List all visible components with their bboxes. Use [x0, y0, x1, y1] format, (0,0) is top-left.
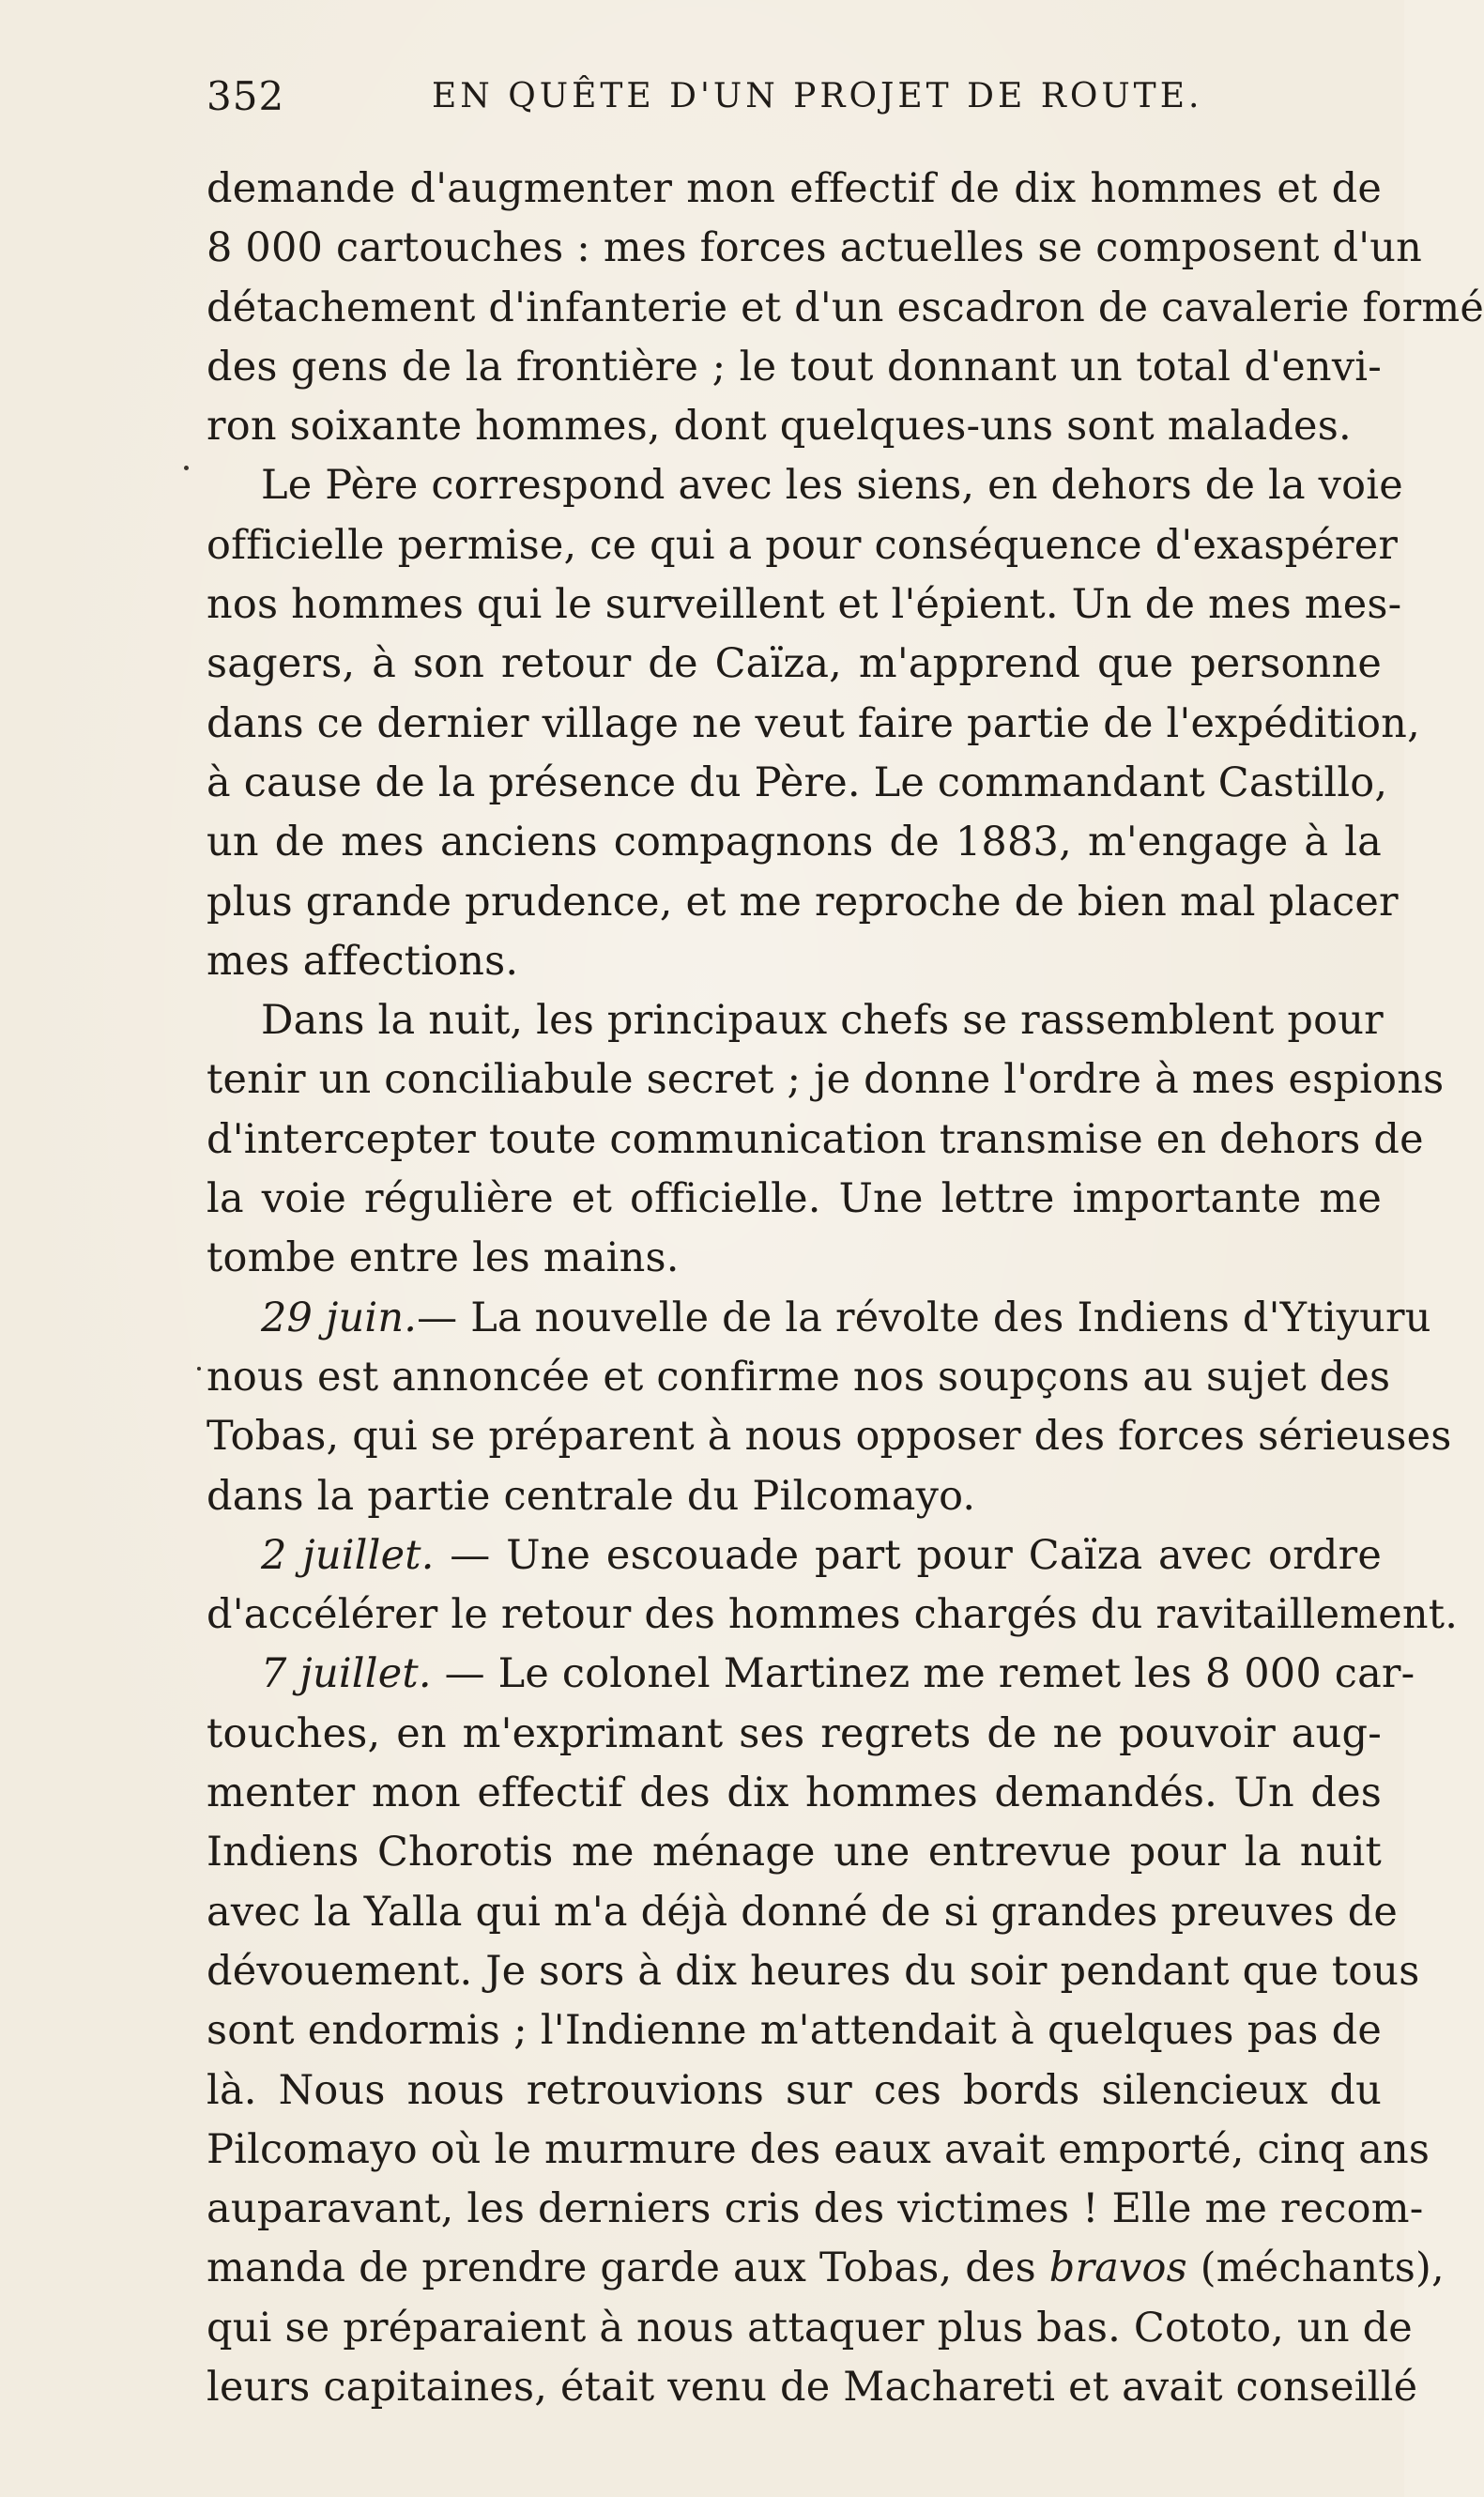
text-line: auparavant, les derniers cris des victimes ! Elle me recom-: [207, 2185, 1424, 2233]
text-line: Tobas, qui se préparent à nous opposer des forces sérieuses: [207, 1413, 1452, 1461]
text-line: sont endormis ; l'Indienne m'attendait à quelques pas de: [207, 2007, 1382, 2055]
margin-dot: [184, 466, 189, 470]
text-line: dans ce dernier village ne veut faire partie de l'expédition,: [207, 699, 1420, 747]
text-line: nous est annoncée et confirme nos soupçons au sujet des: [207, 1353, 1391, 1401]
text-line: d'intercepter toute communication transmise en dehors de: [207, 1115, 1424, 1163]
text-line: à cause de la présence du Père. Le commandant Castillo,: [207, 758, 1388, 806]
page-number: 352: [207, 73, 285, 119]
text-line: ron soixante hommes, dont quelques-uns sont malades.: [207, 403, 1352, 451]
text-line: plus grande prudence, et me reproche de bien mal placer: [207, 878, 1399, 926]
text-line: nos hommes qui le surveillent et l'épient. Un de mes mes-: [207, 581, 1402, 629]
text-line: Pilcomayo où le murmure des eaux avait emporté, cinq ans: [207, 2125, 1430, 2173]
page-header: [207, 73, 1220, 139]
text-line: dans la partie centrale du Pilcomayo.: [207, 1472, 976, 1520]
body-text: [207, 160, 1484, 2459]
text-line: menter mon effectif des dix hommes demandés. Un des: [207, 1769, 1382, 1817]
running-title: EN QUÊTE D'UN PROJET DE ROUTE.: [432, 77, 1203, 115]
text-line: un de mes anciens compagnons de 1883, m'engage à la: [207, 819, 1382, 866]
text-line: sagers, à son retour de Caïza, m'apprend que personne: [207, 640, 1382, 688]
text-line: des gens de la frontière ; le tout donnant un total d'envi-: [207, 343, 1382, 391]
diary-entry-line: 2 juillet. — Une escouade part pour Caïza avec ordre: [261, 1531, 1382, 1579]
text-line: tombe entre les mains.: [207, 1234, 680, 1282]
diary-entry-line: 7 juillet. — Le colonel Martinez me remet les 8 000 car-: [261, 1650, 1415, 1698]
text-line: officielle permise, ce qui a pour conséquence d'exaspérer: [207, 521, 1399, 569]
text-line: 8 000 cartouches : mes forces actuelles se composent d'un: [207, 224, 1423, 272]
text-line: leurs capitaines, était venu de Machareti et avait conseillé: [207, 2363, 1418, 2411]
text-line: demande d'augmenter mon effectif de dix hommes et de: [207, 165, 1382, 212]
text-line: manda de prendre garde aux Tobas, des bravos (méchants),: [207, 2244, 1445, 2292]
text-line: la voie régulière et officielle. Une lettre importante me: [207, 1175, 1382, 1223]
text-line: dévouement. Je sors à dix heures du soir pendant que tous: [207, 1947, 1420, 1995]
text-line: qui se préparaient à nous attaquer plus bas. Cototo, un de: [207, 2304, 1413, 2351]
text-line: détachement d'infanterie et d'un escadron de cavalerie formé: [207, 283, 1484, 331]
text-line: tenir un conciliabule secret ; je donne l'ordre à mes espions: [207, 1056, 1445, 1104]
italic-word: bravos: [1048, 2244, 1187, 2292]
entry-date: 2 juillet.: [261, 1531, 435, 1579]
text-line: là. Nous nous retrouvions sur ces bords silencieux du: [207, 2066, 1382, 2114]
paragraph-start-line: Le Père correspond avec les siens, en dehors de la voie: [261, 462, 1403, 510]
paragraph-start-line: Dans la nuit, les principaux chefs se rassemblent pour: [261, 997, 1384, 1045]
text-line: Indiens Chorotis me ménage une entrevue pour la nuit: [207, 1829, 1382, 1877]
margin-dot: [197, 1367, 201, 1371]
entry-date: 29 juin.: [261, 1294, 418, 1341]
entry-date: 7 juillet.: [261, 1650, 432, 1698]
text-line: avec la Yalla qui m'a déjà donné de si grandes preuves de: [207, 1888, 1399, 1936]
text-line: mes affections.: [207, 937, 519, 985]
diary-entry-line: 29 juin.— La nouvelle de la révolte des Indiens d'Ytiyuru: [261, 1294, 1431, 1341]
text-line: d'accélérer le retour des hommes chargés du ravitaillement.: [207, 1591, 1459, 1639]
text-line: touches, en m'exprimant ses regrets de ne pouvoir aug-: [207, 1709, 1382, 1757]
